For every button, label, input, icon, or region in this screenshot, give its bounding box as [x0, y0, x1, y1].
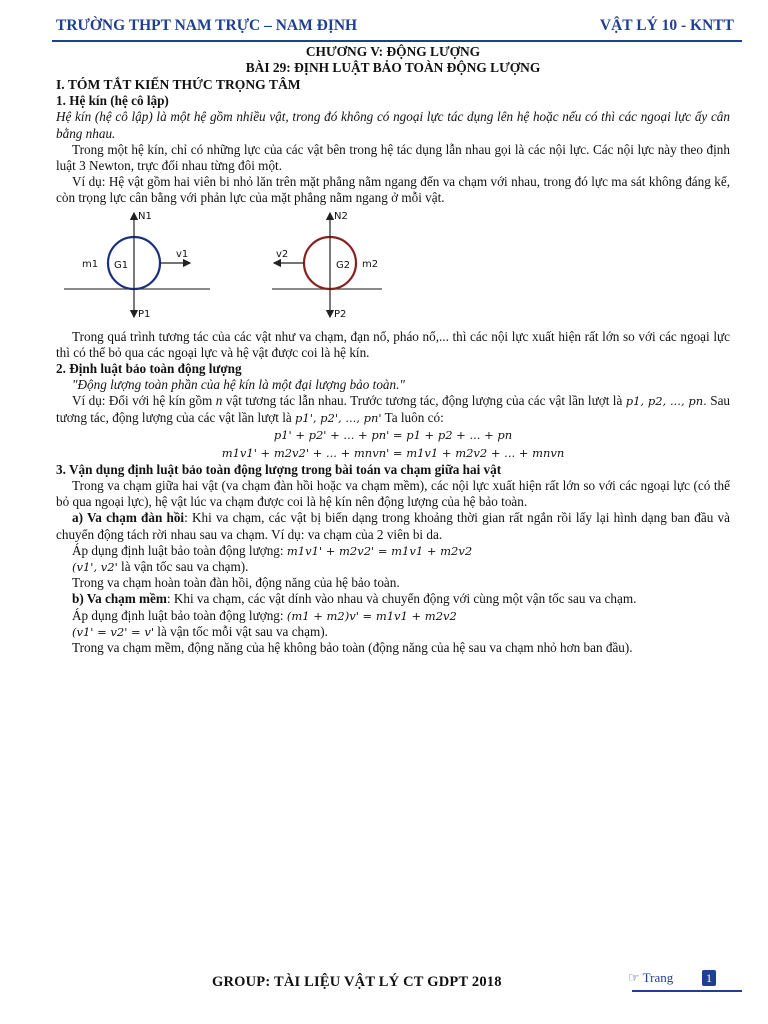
elastic-collision-text: : Khi va chạm, các vật bị biến dạng trong khoảng thời gian rất ngắn rồi lấy lại hình dạng ban đầu và chuyển động tách rời nhau sau va chạm. Ví dụ: va chạm của 2 viên bi da. — [56, 510, 730, 542]
n-body-text-a: Ví dụ: Đối với hệ kín gồm — [72, 393, 213, 409]
p2-label: P2 — [334, 308, 347, 320]
n-symbol: n — [215, 393, 223, 409]
section-1-heading: I. TÓM TẮT KIẾN THỨC TRỌNG TÂM — [56, 77, 301, 92]
n-body-text-d: Sau tương tác, động lượng của các vật lần lượt là — [56, 393, 731, 425]
school-name: TRƯỜNG THPT NAM TRỰC – NAM ĐỊNH — [56, 17, 358, 34]
elastic-note-line — [56, 559, 730, 575]
chapter-title: CHƯƠNG V: ĐỘNG LƯỢNG — [305, 44, 481, 59]
elastic-law-line — [56, 543, 730, 559]
inelastic-law-text: Áp dụng định luật bảo toàn động lượng: — [72, 607, 284, 623]
page-footer — [0, 960, 768, 1020]
inelastic-equation: (m1 + m2)v' = m1v1 + m2v2 — [286, 608, 457, 623]
page-label — [628, 970, 673, 986]
conservation-law-quote: "Động lượng toàn phần của hệ kín là một đại lượng bảo toàn." — [72, 377, 405, 393]
footer-rule — [632, 990, 742, 992]
elastic-collision-paragraph — [56, 510, 730, 542]
momenta-after: p1', p2', ..., pn' — [295, 410, 382, 425]
inelastic-note-text: là vận tốc mỗi vật sau va chạm). — [157, 623, 328, 639]
inelastic-note-line — [56, 624, 730, 640]
inelastic-collision-text: : Khi va chạm, các vật dính vào nhau và chuyển động với cùng một vận tốc sau va chạm. — [166, 591, 637, 607]
inelastic-note-equation: (v1' = v2' = v' — [72, 624, 154, 639]
page-number: 1 — [702, 970, 716, 986]
internal-forces-paragraph: Trong một hệ kín, chỉ có những lực của các vật bên trong hệ tác dụng lẫn nhau gọi là các nội lực. Các nội lực này theo định luật 3 Newton, trực đối nhau từng đôi một. — [56, 141, 730, 174]
example-paragraph: Ví dụ: Hệ vật gồm hai viên bi nhỏ lăn trên mặt phẳng nằm ngang đến va chạm với nhau, trong đó lực ma sát không đáng kể, còn trọng lực cân bằng với phản lực của mặt phẳng nằm ngang ở mỗi vật. — [56, 174, 730, 206]
n2-label: N2 — [334, 210, 348, 222]
n-body-text-f: Ta luôn có: — [384, 409, 444, 425]
two-balls-figure — [56, 209, 730, 329]
v2-label: v2 — [276, 248, 289, 260]
p1-label: P1 — [138, 308, 151, 320]
g2-label: G2 — [336, 259, 351, 271]
inelastic-collision-heading: b) Va chạm mềm — [72, 591, 167, 607]
m1-label: m1 — [82, 258, 99, 270]
momenta-before: p1, p2, ..., pn. — [625, 394, 707, 409]
elastic-note-equation: (v1', v2' — [72, 560, 118, 575]
elastic-equation: m1v1' + m2v2' = m1v1 + m2v2 — [286, 543, 473, 558]
n-body-text-b: vật tương tác lẫn nhau. Trước tương tác, động lượng của các vật lần lượt là — [225, 393, 623, 409]
m2-label: m2 — [362, 258, 379, 270]
hand-icon: ☞ — [628, 970, 640, 985]
v1-label: v1 — [176, 248, 189, 260]
subsection-1-heading: 1. Hệ kín (hệ cô lập) — [56, 93, 169, 109]
lesson-title: BÀI 29: ĐỊNH LUẬT BẢO TOÀN ĐỘNG LƯỢNG — [245, 60, 541, 75]
elastic-energy-note: Trong va chạm hoàn toàn đàn hồi, động năng của hệ bảo toàn. — [72, 575, 400, 591]
figure-drawing — [56, 209, 730, 329]
inelastic-collision-paragraph — [56, 591, 730, 607]
closed-system-definition: Hệ kín (hệ cô lập) là một hệ gồm nhiều vật, trong đó không có ngoại lực tác dụng lên hệ hoặc nếu có thì các ngoại lực ấy cân bằng nhau. — [56, 109, 730, 141]
subsection-2-heading: 2. Định luật bảo toàn động lượng — [56, 361, 242, 377]
subject-name: VẬT LÝ 10 - KNTT — [599, 17, 734, 34]
subsection-3-heading: 3. Vận dụng định luật bảo toàn động lượng trong bài toán va chạm giữa hai vật — [56, 461, 502, 477]
n1-label: N1 — [138, 210, 152, 222]
g1-label: G1 — [114, 259, 129, 271]
explosion-paragraph: Trong quá trình tương tác của các vật như va chạm, đạn nổ, pháo nổ,... thì các nội lực xuất hiện rất lớn so với các ngoại lực thì có thể bỏ qua các ngoại lực và hệ vật được coi là hệ kín. — [56, 328, 730, 360]
mass-velocity-equation: m1v1' + m2v2' + ... + mnvn' = m1v1 + m2v2 + ... + mnvn — [221, 445, 565, 460]
n-body-paragraph — [56, 393, 730, 425]
header-rule — [52, 40, 742, 42]
page-label-text: Trang — [642, 970, 674, 985]
elastic-collision-heading: a) Va chạm đàn hồi — [72, 510, 185, 526]
inelastic-law-line — [56, 608, 730, 624]
page-content — [56, 44, 730, 656]
inelastic-energy-note: Trong va chạm mềm, động năng của hệ không bảo toàn (động năng của hệ sau va chạm nhỏ hơn ban đầu). — [72, 640, 633, 656]
footer-group-name: GROUP: TÀI LIỆU VẬT LÝ CT GDPT 2018 — [212, 974, 502, 990]
elastic-law-text: Áp dụng định luật bảo toàn động lượng: — [72, 542, 284, 558]
elastic-note-text: là vận tốc sau va chạm). — [121, 559, 249, 575]
collision-intro-paragraph: Trong va chạm giữa hai vật (va chạm đàn hồi hoặc va chạm mềm), các nội lực xuất hiện rất lớn so với các ngoại lực (có thể bỏ qua ngoại lực), hệ vật lúc va chạm được coi là hệ kín nên động lượng của hệ bảo toàn. — [56, 478, 730, 510]
momentum-conservation-equation: p1' + p2' + ... + pn' = p1 + p2 + ... + pn — [273, 427, 513, 442]
page-header — [56, 14, 734, 38]
